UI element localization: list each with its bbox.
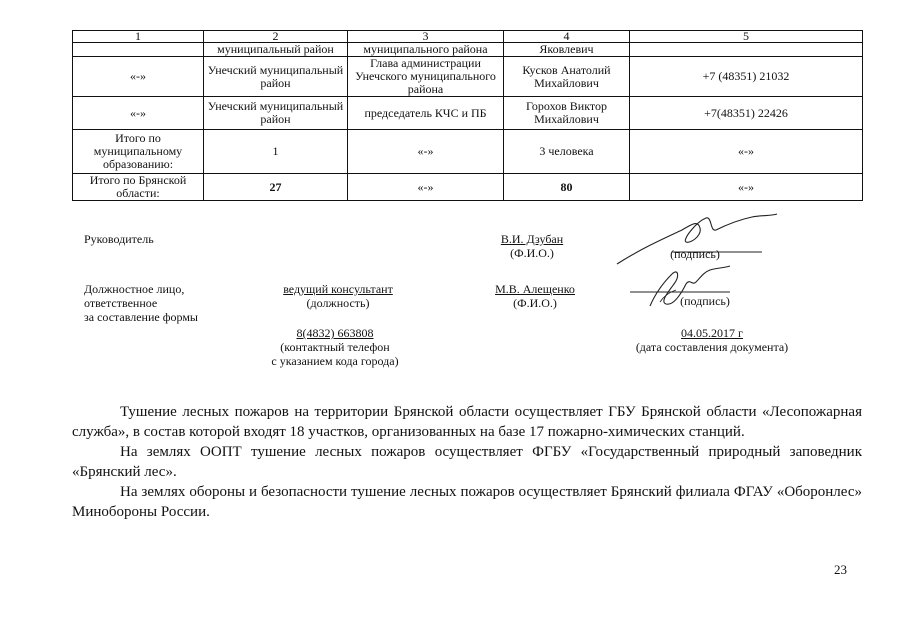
document-date: 04.05.2017 г (681, 326, 743, 340)
phone-number: 8(4832) 663808 (296, 326, 374, 340)
table-cell: Глава администрации Унечского муниципального района (348, 57, 504, 97)
official-position: ведущий консультант (283, 282, 393, 296)
table-cell: +7 (48351) 21032 (630, 57, 863, 97)
paragraph-text: На землях ООПТ тушение лесных пожаров осуществляет ФГБУ «Государственный природный заповедник «Брянский лес». (72, 444, 862, 480)
table-row-subtotal (73, 130, 863, 174)
phone-block (250, 326, 420, 368)
table-cell: Итого по Брянской области: (73, 174, 204, 201)
table-row (73, 57, 863, 97)
official-label-line: Должностное лицо, (84, 282, 185, 296)
paragraph-text: На землях обороны и безопасности тушение лесных пожаров осуществляет Брянский филиала ФГАУ «Оборонлес» Минобороны России. (72, 484, 862, 520)
head-label: Руководитель (84, 232, 154, 246)
official-label-line: за составление формы (84, 310, 198, 324)
page-number: 23 (834, 562, 847, 577)
official-label (84, 282, 198, 324)
table-cell: 80 (504, 174, 630, 201)
table-cell: 3 человека (504, 130, 630, 174)
table-header-row (73, 31, 863, 43)
table-cell: Горохов Виктор Михайлович (504, 97, 630, 130)
table-cell: муниципального района (348, 43, 504, 57)
col-header-4: 4 (504, 31, 630, 43)
table-cell: «-» (348, 130, 504, 174)
table-cell: председатель КЧС и ПБ (348, 97, 504, 130)
table-cell: «-» (630, 130, 863, 174)
col-header-2: 2 (204, 31, 348, 43)
table-cell: муниципальный район (204, 43, 348, 57)
official-sign-caption: (подпись) (680, 294, 730, 308)
table-row (73, 97, 863, 130)
official-name: М.В. Алещенко (495, 282, 575, 296)
table-cell: Кусков Анатолий Михайлович (504, 57, 630, 97)
head-name: В.И. Дзубан (500, 232, 564, 246)
table-cell: «-» (348, 174, 504, 201)
paragraph-text: Тушение лесных пожаров на территории Брянской области осуществляет ГБУ Брянской области «Лесопожарная служба», в состав которой входят 18 участков, организованных на базе 17 пожарно-химических станций. (72, 404, 862, 440)
table-row (73, 43, 863, 57)
official-position-caption: (должность) (306, 296, 370, 310)
official-name-block (480, 282, 590, 310)
table-cell: +7(48351) 22426 (630, 97, 863, 130)
table-cell (73, 43, 204, 57)
summary-table (72, 30, 863, 201)
table-cell: «-» (73, 57, 204, 97)
table-cell: Яковлевич (504, 43, 630, 57)
phone-caption: (контактный телефон (280, 340, 390, 354)
official-position-block (268, 282, 408, 310)
date-caption: (дата составления документа) (635, 340, 789, 354)
table-cell: Унечский муниципальный район (204, 97, 348, 130)
table-cell: «-» (73, 97, 204, 130)
head-signature-icon (612, 212, 782, 267)
paragraph (72, 402, 862, 442)
table-cell: 27 (204, 174, 348, 201)
official-name-caption: (Ф.И.О.) (513, 296, 557, 310)
date-block (612, 326, 812, 354)
phone-caption: с указанием кода города) (271, 354, 399, 368)
head-name-caption: (Ф.И.О.) (510, 246, 554, 260)
table-cell: Итого по муниципальному образованию: (73, 130, 204, 174)
col-header-5: 5 (630, 31, 863, 43)
col-header-3: 3 (348, 31, 504, 43)
head-name-block (482, 232, 582, 260)
table-cell (630, 43, 863, 57)
col-header-1: 1 (73, 31, 204, 43)
paragraph (72, 482, 862, 522)
paragraph (72, 442, 862, 482)
table-row-total (73, 174, 863, 201)
official-label-line: ответственное (84, 296, 158, 310)
table-cell: Унечский муниципальный район (204, 57, 348, 97)
table-cell: «-» (630, 174, 863, 201)
head-sign-caption: (подпись) (670, 247, 720, 261)
official-signature-icon (620, 262, 740, 312)
table-cell: 1 (204, 130, 348, 174)
